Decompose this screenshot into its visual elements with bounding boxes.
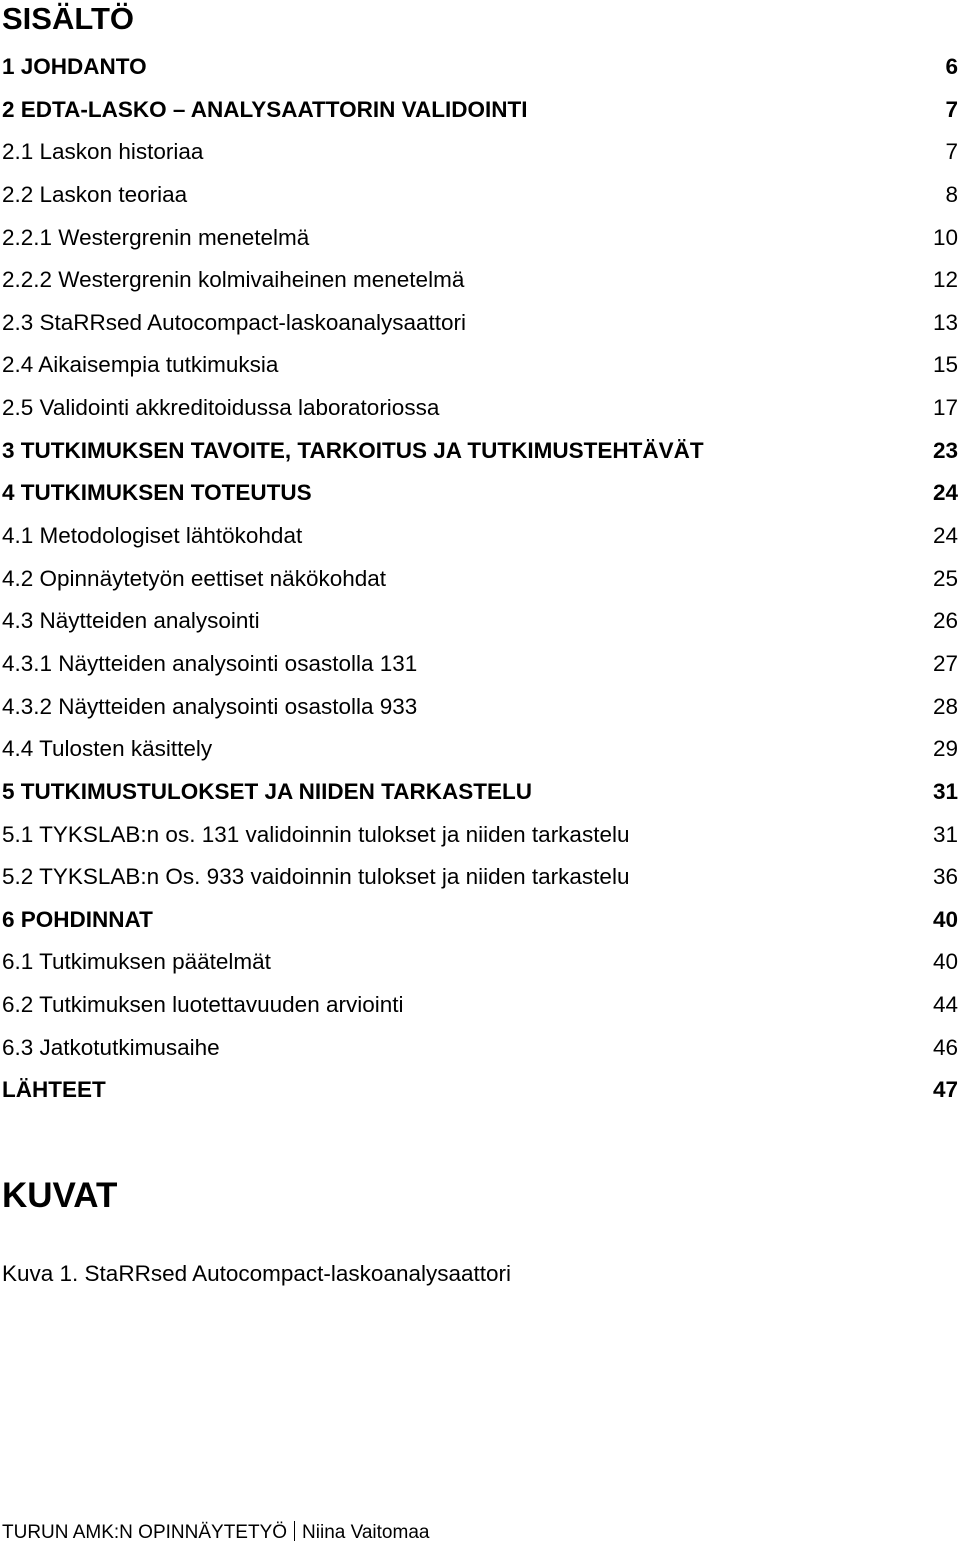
toc-entry-label: 6 POHDINNAT [2,906,153,932]
toc-entry-label: 4.3 Näytteiden analysointi [2,608,260,634]
toc-entry-label: 4 TUTKIMUKSEN TOTEUTUS [2,480,312,506]
toc-entry[interactable] [0,728,960,771]
footer-institution: TURUN AMK:N OPINNÄYTETYÖ [2,1522,288,1543]
toc-entry[interactable] [0,771,960,814]
toc-entry[interactable] [0,515,960,558]
toc-entry[interactable] [0,259,960,302]
toc-entry-page: 24 [932,480,958,506]
toc-entry-page: 31 [932,778,958,804]
toc-entry[interactable] [0,643,960,686]
toc-entry[interactable] [0,387,960,430]
toc-entry-label: 2.2.1 Westergrenin menetelmä [2,224,310,250]
toc-entry-label: 4.1 Metodologiset lähtökohdat [2,523,303,549]
toc-entry-page: 6 [945,54,958,79]
toc-entry-label: 6.1 Tutkimuksen päätelmät [2,949,271,975]
toc-entry-label: 6.2 Tutkimuksen luotettavuuden arviointi [2,992,404,1018]
toc-entry[interactable] [0,472,960,515]
toc-entry-label: 4.4 Tulosten käsittely [2,736,213,762]
toc-entry[interactable] [0,131,960,174]
toc-entry-page: 10 [932,224,958,250]
toc-entry-label: 2.2 Laskon teoriaa [2,181,188,207]
toc-entry-page: 7 [945,139,958,165]
toc-entry-label: 2.2.2 Westergrenin kolmivaiheinen menetelmä [2,267,465,293]
toc-entry[interactable] [0,899,960,942]
toc-entry-label: 2.5 Validointi akkreditoidussa laboratoriossa [2,395,440,421]
toc-entry-page: 44 [932,992,958,1018]
toc-entry[interactable] [0,600,960,643]
toc-entry-page: 13 [932,309,958,335]
toc-entry-page: 31 [932,821,958,847]
page-footer [2,1521,429,1545]
footer-author: Niina Vaitomaa [302,1522,430,1543]
toc-entry-label: 2.3 StaRRsed Autocompact-laskoanalysaattori [2,309,466,335]
toc-entry[interactable] [0,814,960,857]
toc-entry-page: 40 [932,949,958,975]
toc-entry-page: 24 [932,523,958,549]
toc-entry[interactable] [0,558,960,601]
toc-entry-label: 5.1 TYKSLAB:n os. 131 validoinnin tulokset ja niiden tarkastelu [2,821,630,847]
toc-entry-page: 8 [945,181,958,207]
toc-entry[interactable] [0,941,960,984]
toc-entry[interactable] [0,856,960,899]
toc-entry[interactable] [0,302,960,345]
toc-entry[interactable] [0,1069,960,1112]
toc-entry-page: 28 [932,693,958,719]
toc-entry[interactable] [0,984,960,1027]
toc-entry[interactable] [0,174,960,217]
toc-entry-page: 26 [932,608,958,634]
toc-entry-label: LÄHTEET [2,1077,106,1103]
toc-entry-page: 7 [945,96,958,122]
toc-entry-page: 36 [932,864,958,890]
toc-entry-label: 5 TUTKIMUSTULOKSET JA NIIDEN TARKASTELU [2,778,533,804]
toc-entry-page: 12 [932,267,958,293]
toc-entry[interactable] [0,89,960,132]
toc-entry-label: 5.2 TYKSLAB:n Os. 933 vaidoinnin tulokset ja niiden tarkastelu [2,864,630,890]
toc-entry-page: 15 [932,352,958,378]
toc-entry-label: 4.3.2 Näytteiden analysointi osastolla 933 [2,693,418,719]
toc-entry-label: 2 EDTA-LASKO – ANALYSAATTORIN VALIDOINTI [2,96,528,122]
toc-entry-label: 4.2 Opinnäytetyön eettiset näkökohdat [2,565,387,591]
toc-entry-page: 40 [932,906,958,932]
toc-entry-label: 6.3 Jatkotutkimusaihe [2,1034,220,1060]
toc-list [0,46,960,1112]
toc-entry[interactable] [0,344,960,387]
toc-entry-label: 1 JOHDANTO [2,54,147,79]
toc-entry[interactable] [0,1027,960,1070]
toc-entry-page: 23 [932,437,958,463]
toc-entry[interactable] [0,686,960,729]
figures-title: KUVAT [2,1176,118,1215]
figure-entry-label: Kuva 1. StaRRsed Autocompact-laskoanalysaattori [2,1261,512,1286]
toc-entry-label: 3 TUTKIMUKSEN TAVOITE, TARKOITUS JA TUTKIMUSTEHTÄVÄT [2,437,704,463]
toc-entry-label: 2.4 Aikaisempia tutkimuksia [2,352,279,378]
toc-entry-page: 25 [932,565,958,591]
toc-entry-page: 29 [932,736,958,762]
toc-title: SISÄLTÖ [2,1,135,36]
toc-entry[interactable] [0,430,960,473]
toc-entry[interactable] [0,217,960,260]
toc-entry-label: 2.1 Laskon historiaa [2,139,204,165]
toc-entry[interactable] [0,46,960,89]
toc-entry-page: 17 [932,395,958,421]
toc-entry-page: 27 [932,650,958,676]
footer-separator [294,1521,295,1541]
toc-entry-page: 47 [932,1077,958,1103]
toc-entry-label: 4.3.1 Näytteiden analysointi osastolla 131 [2,650,418,676]
toc-entry-page: 46 [932,1034,958,1060]
